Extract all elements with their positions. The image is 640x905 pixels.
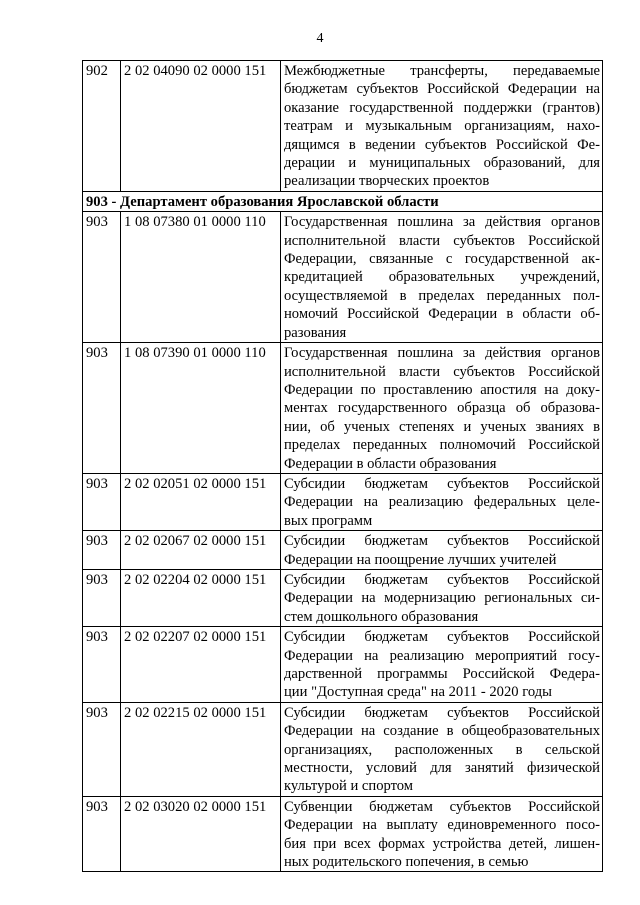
admin-code-cell: 903	[83, 702, 121, 796]
revenue-name-line: оказание государственной поддержки (грантов)	[284, 99, 600, 116]
revenue-name-line: разования	[284, 324, 347, 341]
admin-code-cell: 903	[83, 212, 121, 343]
revenue-name-line: Федерации на выплату единовременного посо-	[284, 817, 600, 834]
table-row	[83, 473, 603, 530]
revenue-name-line: стем дошкольного образования	[284, 608, 479, 625]
revenue-name-line: Федерации в области образования	[284, 455, 497, 472]
table-row	[83, 569, 603, 626]
revenue-name-line: бюджетам субъектов Российской Федерации на	[284, 81, 600, 98]
revenue-name-line: Государственная пошлина за действия органов	[284, 214, 600, 231]
revenue-name-line: Субсидии бюджетам субъектов Российской	[284, 629, 600, 646]
revenue-name-line: исполнительной власти субъектов Российской	[284, 232, 600, 249]
budget-code-cell: 2 02 02204 02 0000 151	[121, 569, 281, 626]
budget-code-cell: 2 02 02067 02 0000 151	[121, 531, 281, 570]
section-title: 903 - Департамент образования Ярославской области	[83, 191, 603, 211]
revenue-name-line: дящимся в ведении субъектов Российской Фе-	[284, 136, 600, 153]
budget-code-cell: 2 02 02215 02 0000 151	[121, 702, 281, 796]
revenue-name-line: Субсидии бюджетам субъектов Российской	[284, 533, 600, 550]
revenue-name-line: Субвенции бюджетам субъектов Российской	[284, 798, 600, 815]
revenue-name-cell	[281, 473, 603, 530]
revenue-name-line: вых программ	[284, 512, 373, 529]
admin-code-cell: 903	[83, 796, 121, 872]
revenue-name-line: Федерации на реализацию мероприятий госу-	[284, 647, 600, 664]
revenue-name-line: номочий Российской Федерации в области об-	[284, 306, 600, 323]
revenue-name-cell	[281, 627, 603, 703]
revenue-name-cell	[281, 61, 603, 192]
page-number: 4	[316, 31, 324, 46]
budget-code-cell: 2 02 02051 02 0000 151	[121, 473, 281, 530]
table-row	[83, 627, 603, 703]
revenue-name-line: Субсидии бюджетам субъектов Российской	[284, 704, 600, 721]
revenue-name-line: дерации и муниципальных образований, для	[284, 155, 600, 172]
revenue-name-line: Федерации на поощрение лучших учителей	[284, 551, 557, 568]
revenue-name-cell	[281, 569, 603, 626]
revenue-name-cell	[281, 531, 603, 570]
revenue-name-line: пределах переданных полномочий Российской	[284, 437, 600, 454]
budget-code-cell: 1 08 07380 01 0000 110	[121, 212, 281, 343]
revenue-name-line: осуществляемой в пределах переданных пол-	[284, 287, 600, 304]
admin-code-cell: 903	[83, 473, 121, 530]
section-header-row	[83, 191, 603, 211]
revenue-name-line: Государственная пошлина за действия органов	[284, 345, 600, 362]
revenue-name-cell	[281, 343, 603, 474]
revenue-name-cell	[281, 212, 603, 343]
revenue-name-line: Федерации на реализацию федеральных целе-	[284, 494, 600, 511]
budget-classification-table	[82, 60, 603, 872]
revenue-name-line: Федерации по проставлению апостиля на доку-	[284, 381, 600, 398]
revenue-name-line: дарственной программы Российской Федера-	[284, 666, 600, 682]
revenue-name-line: культурой и спортом	[284, 778, 414, 795]
revenue-name-line: бия при всех формах устройства детей, лишен-	[284, 835, 600, 852]
table-row	[83, 61, 603, 192]
revenue-name-line: Федерации на создание в общеобразовательных	[284, 723, 600, 740]
revenue-name-line: ных родительского попечения, в семью	[284, 854, 529, 871]
revenue-name-line: Федерации на модернизацию региональных си-	[284, 590, 600, 607]
revenue-name-line: нии, об ученых степенях и ученых званиях в	[284, 418, 600, 435]
admin-code-cell: 903	[83, 627, 121, 703]
table-row	[83, 343, 603, 474]
revenue-name-line: Субсидии бюджетам субъектов Российской	[284, 571, 600, 588]
revenue-name-line: театрам и музыкальным организациям, нахо-	[284, 118, 600, 135]
revenue-name-line: Субсидии бюджетам субъектов Российской	[284, 475, 600, 492]
revenue-name-line: Федерации, связанные с государственной ак-	[284, 251, 600, 268]
table-body	[83, 61, 603, 872]
revenue-name-cell	[281, 796, 603, 872]
revenue-name-line: ментах государственного образца об образова-	[284, 400, 600, 417]
admin-code-cell: 903	[83, 531, 121, 570]
revenue-name-line: организациях, расположенных в сельской	[284, 741, 600, 758]
revenue-name-line: кредитацией образовательных учреждений,	[284, 269, 600, 286]
admin-code-cell: 902	[83, 61, 121, 192]
revenue-name-line: местности, условий для занятий физической	[284, 760, 600, 777]
budget-code-cell: 2 02 02207 02 0000 151	[121, 627, 281, 703]
table-row	[83, 796, 603, 872]
admin-code-cell: 903	[83, 569, 121, 626]
revenue-name-line: реализации творческих проектов	[284, 173, 490, 190]
budget-code-cell: 2 02 04090 02 0000 151	[121, 61, 281, 192]
revenue-name-line: Межбюджетные трансферты, передаваемые	[284, 63, 600, 79]
budget-code-cell: 1 08 07390 01 0000 110	[121, 343, 281, 474]
revenue-name-cell	[281, 702, 603, 796]
revenue-name-line: ции "Доступная среда" на 2011 - 2020 годы	[284, 684, 552, 701]
table-row	[83, 702, 603, 796]
admin-code-cell: 903	[83, 343, 121, 474]
revenue-name-line: исполнительной власти субъектов Российской	[284, 363, 600, 380]
budget-code-cell: 2 02 03020 02 0000 151	[121, 796, 281, 872]
table-row	[83, 212, 603, 343]
table-row	[83, 531, 603, 570]
